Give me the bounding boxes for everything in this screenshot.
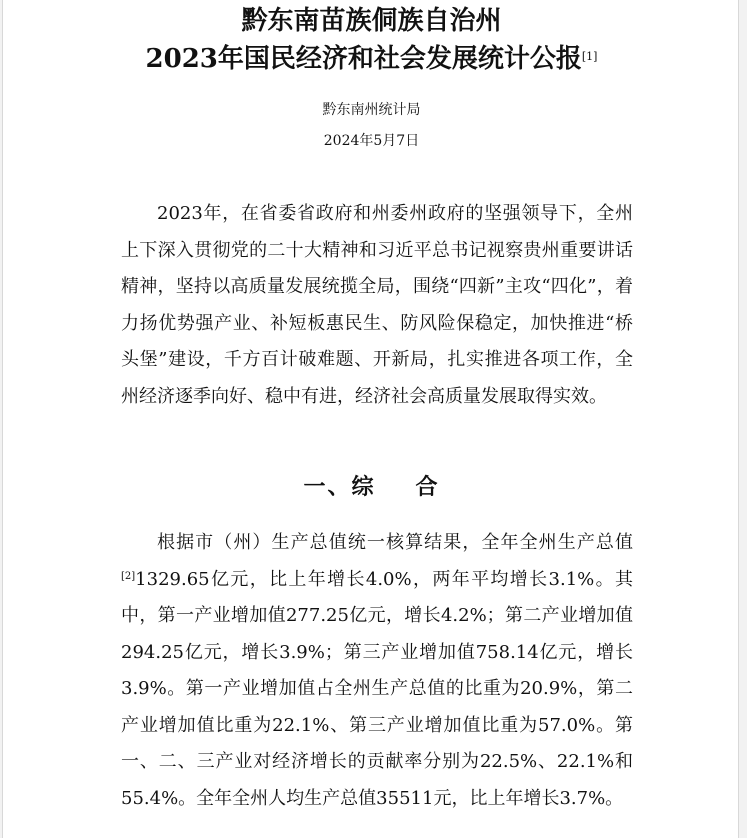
gdp-footnote-ref[interactable]: [2] [121,570,136,582]
document-page [2,0,739,838]
report-title-text: 2023年国民经济和社会发展统计公报 [145,44,582,74]
overview-text-before-ref: 根据市（州）生产总值统一核算结果，全年全州生产总值 [157,532,633,553]
intro-paragraph: 2023年，在省委省政府和州委州政府的坚强领导下，全州上下深入贯彻党的二十大精神和习近平总书记视察贵州重要讲话精神，坚持以高质量发展统揽全局，围绕“四新”主攻“四化”，着力扬优势强产业、补短板惠民生、防风险保稳定，加快推进“桥头堡”建设，千方百计破难题、开新局，扎实推进各项工作，全州经济逐季向好、稳中有进，经济社会高质量发展取得实效。 [121,203,633,407]
overview-paragraph [121,525,633,817]
section-number: 一、 [303,474,352,500]
section-title-part1: 综 [351,474,376,500]
title-footnote-ref[interactable]: [1] [581,50,598,63]
publish-date: 2024年5月7日 [323,133,420,149]
report-title-line1: 黔东南苗族侗族自治州 [241,6,502,36]
report-title-line2 [3,42,740,76]
overview-text-after-ref: 1329.65亿元，比上年增长4.0%，两年平均增长3.1%。其中，第一产业增加值277.25亿元，增长4.2%；第二产业增加值294.25亿元，增长3.9%；第三产业增加值758.14亿元，增长3.9%。第一产业增加值占全州生产总值的比重为20.9%，第二产业增加值比重为22.1%、第三产业增加值比重为57.0%。第一、二、三产业对经济增长的贡献率分别为22.5%、22.1%和55.4%。全年全州人均生产总值35511元，比上年增长3.7%。 [121,568,633,809]
issuing-agency: 黔东南州统计局 [322,102,421,118]
section-title-part2: 合 [415,474,440,500]
section-heading-overview [3,470,740,501]
